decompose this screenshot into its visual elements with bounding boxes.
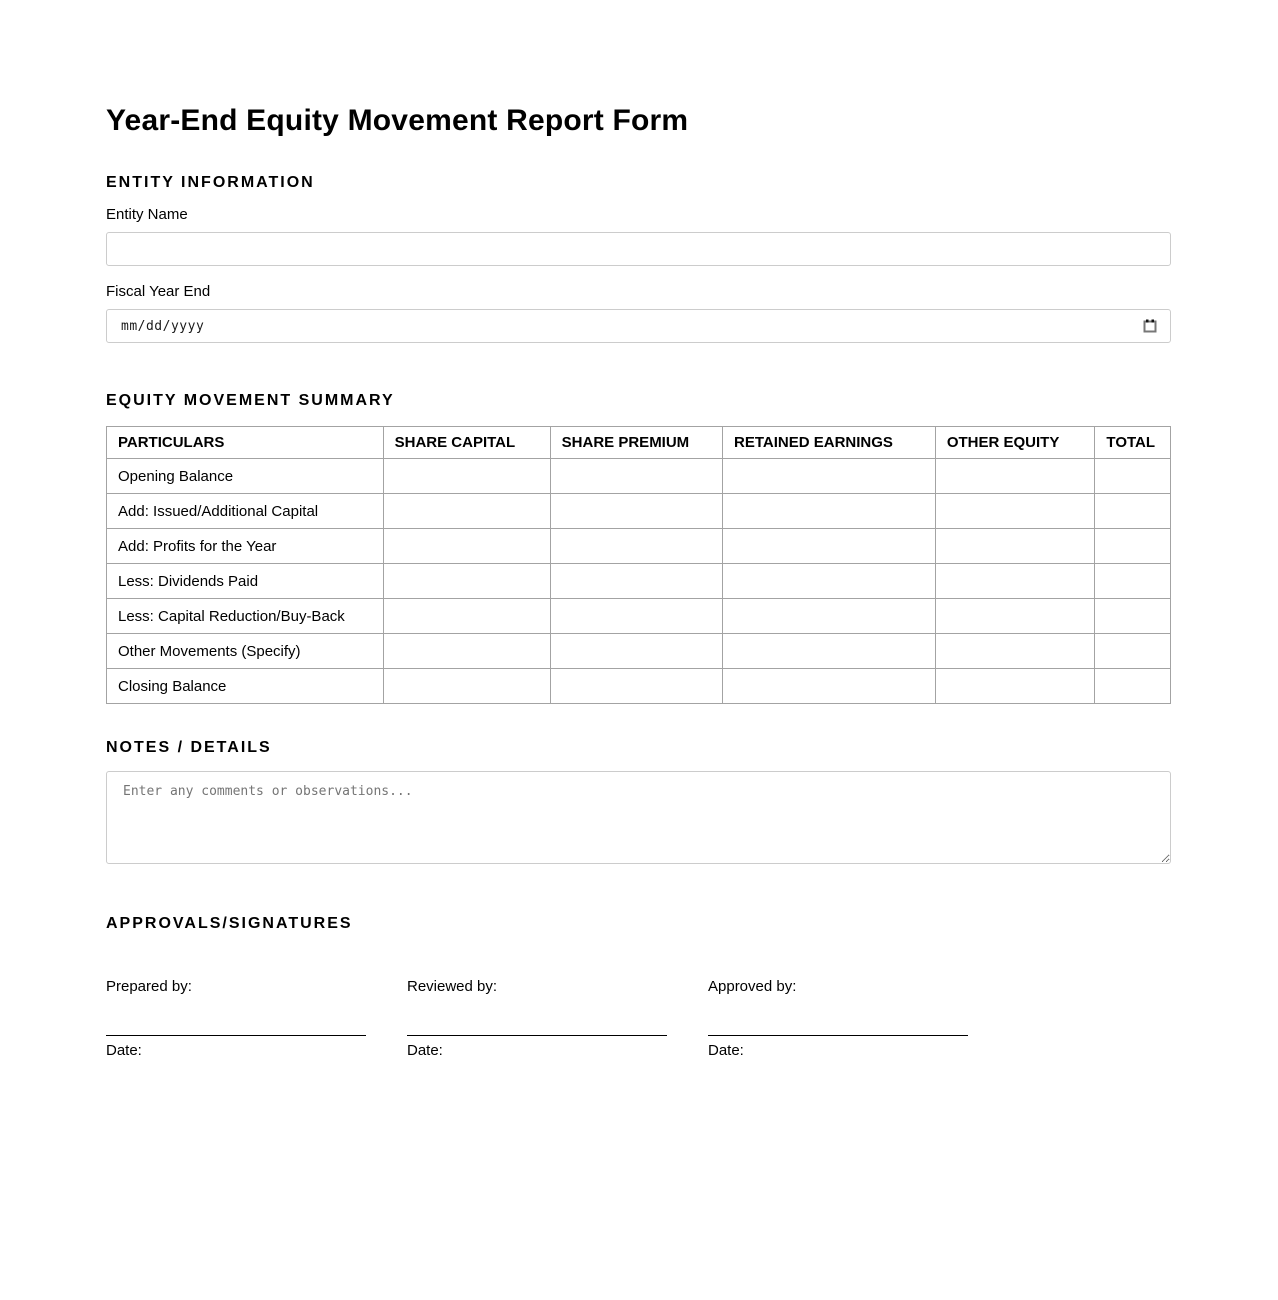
- notes-textarea[interactable]: [106, 771, 1171, 864]
- table-cell-input[interactable]: [734, 669, 924, 703]
- notes-details-heading: NOTES / DETAILS: [106, 739, 272, 756]
- approvals-signatures-heading: APPROVALS/SIGNATURES: [106, 915, 353, 932]
- table-cell: [550, 459, 722, 494]
- page-title: Year-End Equity Movement Report Form: [106, 104, 689, 137]
- approved-by-date-label: Date:: [708, 1042, 744, 1059]
- table-cell-input[interactable]: [947, 494, 1084, 528]
- table-cell: [935, 599, 1095, 634]
- table-cell: [723, 459, 936, 494]
- prepared-by-date-label: Date:: [106, 1042, 142, 1059]
- entity-name-label: Entity Name: [106, 206, 188, 223]
- table-cell: [550, 529, 722, 564]
- table-cell-input[interactable]: [947, 459, 1084, 493]
- row-label: Closing Balance: [107, 669, 384, 704]
- table-cell-input[interactable]: [562, 564, 711, 598]
- table-cell-input[interactable]: [562, 494, 711, 528]
- prepared-by-signature-line[interactable]: [106, 1035, 366, 1036]
- table-cell-input[interactable]: [562, 459, 711, 493]
- column-header: SHARE CAPITAL: [383, 427, 550, 459]
- table-cell-input[interactable]: [1106, 459, 1159, 493]
- table-cell-input[interactable]: [734, 459, 924, 493]
- row-label: Opening Balance: [107, 459, 384, 494]
- table-cell: [383, 459, 550, 494]
- table-cell-input[interactable]: [947, 634, 1084, 668]
- notes-details-section: [106, 739, 1171, 864]
- table-cell: [723, 529, 936, 564]
- row-label: Add: Profits for the Year: [107, 529, 384, 564]
- signature-block-reviewed: [407, 978, 667, 1059]
- table-header-row: [107, 427, 1171, 459]
- signature-block-prepared: [106, 978, 366, 1059]
- table-cell-input[interactable]: [562, 669, 711, 703]
- reviewed-by-date-label: Date:: [407, 1042, 443, 1059]
- table-cell: [1095, 529, 1171, 564]
- table-cell: [935, 564, 1095, 599]
- column-header: PARTICULARS: [107, 427, 384, 459]
- table-cell: [383, 564, 550, 599]
- approved-by-signature-line[interactable]: [708, 1035, 968, 1036]
- table-cell: [935, 459, 1095, 494]
- table-cell-input[interactable]: [1106, 494, 1159, 528]
- equity-movement-summary-section: [106, 392, 1171, 704]
- row-label: Less: Capital Reduction/Buy-Back: [107, 599, 384, 634]
- column-header: RETAINED EARNINGS: [723, 427, 936, 459]
- table-cell-input[interactable]: [947, 529, 1084, 563]
- table-cell: [550, 564, 722, 599]
- table-cell-input[interactable]: [1106, 599, 1159, 633]
- fiscal-year-end-input[interactable]: [106, 309, 1171, 343]
- table-cell: [383, 494, 550, 529]
- table-cell-input[interactable]: [395, 529, 539, 563]
- table-row: [107, 529, 1171, 564]
- row-label: Other Movements (Specify): [107, 634, 384, 669]
- table-cell-input[interactable]: [734, 634, 924, 668]
- table-cell-input[interactable]: [1106, 564, 1159, 598]
- table-cell-input[interactable]: [734, 494, 924, 528]
- table-cell: [1095, 634, 1171, 669]
- table-cell-input[interactable]: [1106, 669, 1159, 703]
- table-cell: [723, 634, 936, 669]
- approved-by-label: Approved by:: [708, 978, 797, 995]
- table-cell-input[interactable]: [947, 669, 1084, 703]
- row-label: Add: Issued/Additional Capital: [107, 494, 384, 529]
- table-cell-input[interactable]: [734, 564, 924, 598]
- entity-name-field-group: [106, 206, 1171, 266]
- table-cell-input[interactable]: [947, 564, 1084, 598]
- table-cell: [383, 529, 550, 564]
- calendar-icon[interactable]: [1142, 318, 1158, 334]
- table-row: [107, 669, 1171, 704]
- table-cell: [935, 494, 1095, 529]
- table-cell-input[interactable]: [562, 599, 711, 633]
- table-cell-input[interactable]: [395, 459, 539, 493]
- table-row: [107, 634, 1171, 669]
- table-cell: [935, 634, 1095, 669]
- table-cell: [550, 634, 722, 669]
- table-cell: [1095, 459, 1171, 494]
- table-cell: [1095, 669, 1171, 704]
- table-row: [107, 599, 1171, 634]
- column-header: TOTAL: [1095, 427, 1171, 459]
- equity-movement-table: [106, 426, 1171, 704]
- table-cell: [550, 599, 722, 634]
- row-label: Less: Dividends Paid: [107, 564, 384, 599]
- entity-information-heading: ENTITY INFORMATION: [106, 174, 315, 191]
- table-cell: [723, 494, 936, 529]
- table-cell-input[interactable]: [395, 494, 539, 528]
- table-row: [107, 564, 1171, 599]
- table-cell-input[interactable]: [1106, 634, 1159, 668]
- table-row: [107, 459, 1171, 494]
- table-row: [107, 494, 1171, 529]
- table-cell-input[interactable]: [734, 599, 924, 633]
- reviewed-by-signature-line[interactable]: [407, 1035, 667, 1036]
- table-cell: [723, 669, 936, 704]
- table-cell-input[interactable]: [395, 599, 539, 633]
- table-cell: [1095, 494, 1171, 529]
- signature-block-approved: [708, 978, 968, 1059]
- entity-name-input[interactable]: [106, 232, 1171, 266]
- date-placeholder: mm/dd/yyyy: [121, 318, 205, 334]
- table-cell: [935, 529, 1095, 564]
- column-header: OTHER EQUITY: [935, 427, 1095, 459]
- signature-row: [106, 978, 1171, 1059]
- table-cell-input[interactable]: [1106, 529, 1159, 563]
- entity-information-section: [106, 174, 1171, 343]
- table-cell: [383, 634, 550, 669]
- table-cell: [550, 669, 722, 704]
- table-cell-input[interactable]: [734, 529, 924, 563]
- fiscal-year-end-label: Fiscal Year End: [106, 283, 211, 300]
- table-cell-input[interactable]: [395, 564, 539, 598]
- reviewed-by-label: Reviewed by:: [407, 978, 498, 995]
- fiscal-year-end-field-group: [106, 283, 1171, 343]
- table-cell-input[interactable]: [562, 529, 711, 563]
- table-cell: [383, 599, 550, 634]
- table-cell-input[interactable]: [395, 669, 539, 703]
- table-cell: [723, 564, 936, 599]
- table-cell: [935, 669, 1095, 704]
- table-cell: [1095, 599, 1171, 634]
- prepared-by-label: Prepared by:: [106, 978, 192, 995]
- table-cell-input[interactable]: [562, 634, 711, 668]
- equity-movement-summary-heading: EQUITY MOVEMENT SUMMARY: [106, 392, 395, 409]
- table-cell: [1095, 564, 1171, 599]
- column-header: SHARE PREMIUM: [550, 427, 722, 459]
- table-cell: [723, 599, 936, 634]
- table-cell-input[interactable]: [395, 634, 539, 668]
- table-cell-input[interactable]: [947, 599, 1084, 633]
- approvals-signatures-section: [106, 915, 1171, 1059]
- table-cell: [550, 494, 722, 529]
- table-cell: [383, 669, 550, 704]
